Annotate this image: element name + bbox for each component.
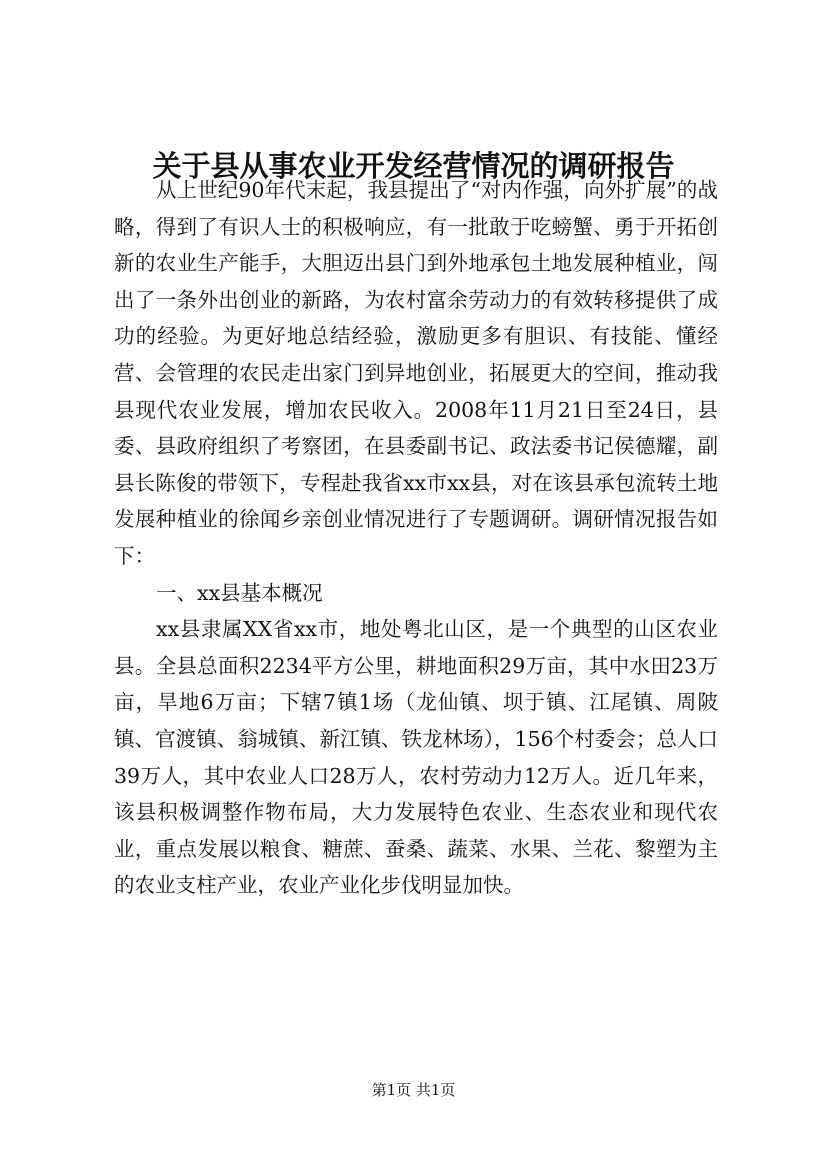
paragraph-intro: 从上世纪90年代末起，我县提出了“对内作强，向外扩展”的战略，得到了有识人士的积极响应，有一批敢于吃螃蟹、勇于开拓创新的农业生产能手，大胆迈出县门到外地承包土地发展种植业，闯出了一条外出创业的新路，为农村富余劳动力的有效转移提供了成功的经验。为更好地总结经验，激励更多有胆识、有技能、懂经营、会管理的农民走出家门到异地创业，拓展更大的空间，推动我县现代农业发展，增加农民收入。2008年11月21日至24日，县委、县政府组织了考察团，在县委副书记、政法委书记侯德耀，副县长陈俊的带领下，专程赴我省xx市xx县，对在该县承包流转土地发展种植业的徐闻乡亲创业情况进行了专题调研。调研情况报告如下： (114, 178, 718, 568)
page-footer: 第1页 共1页 (371, 1081, 456, 1099)
paragraph-overview: xx县隶属XX省xx市，地处粤北山区，是一个典型的山区农业县。全县总面积2234平方公里，耕地面积29万亩，其中水田23万亩，旱地6万亩；下辖7镇1场（龙仙镇、坝于镇、江尾镇、周陂镇、官渡镇、翁城镇、新江镇、铁龙林场），156个村委会；总人口39万人，其中农业人口28万人，农村劳动力12万人。近几年来，该县积极调整作物布局，大力发展特色农业、生态农业和现代农业，重点发展以粮食、糖蔗、蚕桑、蔬菜、水果、兰花、黎塑为主的农业支柱产业，农业产业化步伐明显加快。 (114, 617, 718, 898)
document-title: 关于县从事农业开发经营情况的调研报告 (152, 149, 675, 183)
section-heading: 一、xx县基本概况 (156, 580, 323, 605)
document-body (114, 172, 718, 904)
